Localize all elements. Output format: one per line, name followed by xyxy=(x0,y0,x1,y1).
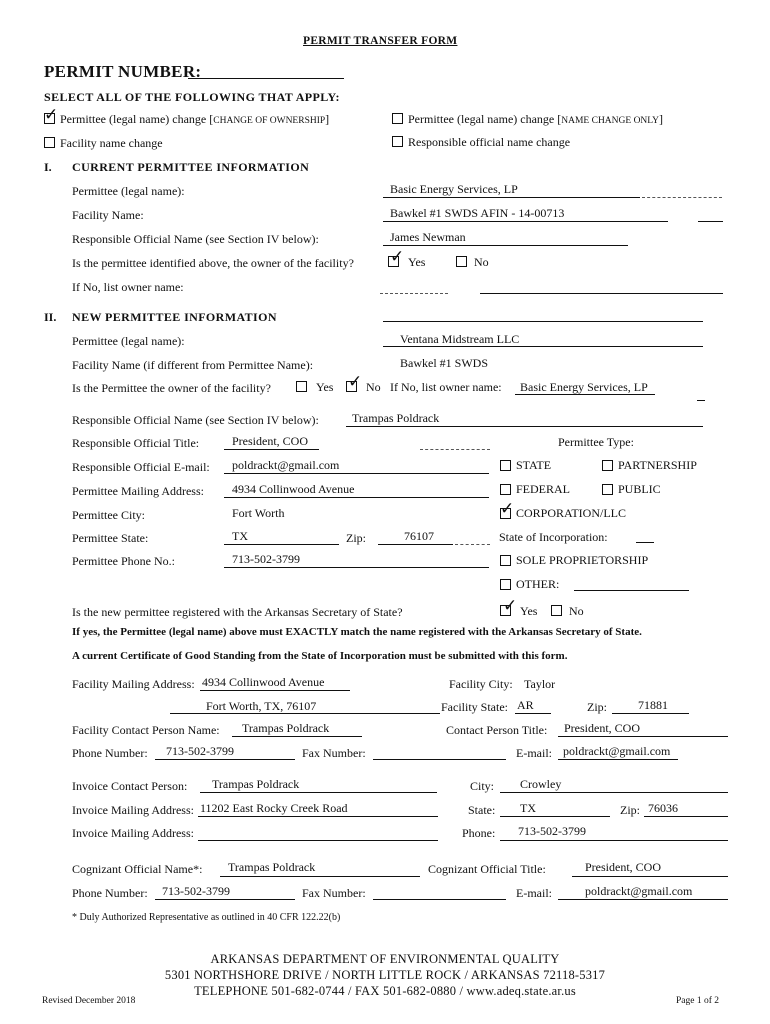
facility-email-line xyxy=(558,759,678,760)
new-facility-value[interactable]: Bawkel #1 SWDS xyxy=(400,356,488,370)
facility-zip-label: Zip: xyxy=(587,700,607,714)
new-owner-name-line-tail xyxy=(697,400,705,401)
cognizant-name-value[interactable]: Trampas Poldrack xyxy=(228,860,316,874)
checkmark-icon: ✓ xyxy=(390,247,405,267)
permittee-city-value[interactable]: Fort Worth xyxy=(232,506,285,520)
facility-fax-label: Fax Number: xyxy=(302,746,366,760)
cognizant-footnote: * Duly Authorized Representative as outlined in 40 CFR 122.22(b) xyxy=(72,912,341,923)
type-sole-label: SOLE PROPRIETORSHIP xyxy=(516,553,649,567)
type-public-checkbox[interactable] xyxy=(602,484,613,495)
official-name-change-checkbox[interactable] xyxy=(392,136,403,147)
current-official-line xyxy=(383,245,628,246)
contact-name-label: Facility Contact Person Name: xyxy=(72,723,220,737)
facility-mailing-line xyxy=(200,690,350,691)
current-owner-yes-label: Yes xyxy=(408,255,426,269)
cognizant-email-value[interactable]: poldrackt@gmail.com xyxy=(585,884,693,898)
type-corporation-label: CORPORATION/LLC xyxy=(516,506,627,520)
agency-address: 5301 NORTHSHORE DRIVE / NORTH LITTLE ROCK / ARKANSAS 72118-5317 xyxy=(164,968,606,982)
sos-no-label: No xyxy=(569,604,584,618)
official-title-line xyxy=(224,449,319,450)
current-permittee-label: Permittee (legal name): xyxy=(72,184,185,198)
cognizant-name-line xyxy=(220,876,420,877)
checkmark-icon: ✓ xyxy=(348,372,363,392)
official-email-line xyxy=(224,473,489,474)
new-owner-no-label: No xyxy=(366,380,381,394)
invoice-mailing-2-label: Invoice Mailing Address: xyxy=(72,826,194,840)
ownership-change-label: Permittee (legal name) change [CHANGE OF OWNERSHIP] xyxy=(60,112,330,126)
invoice-state-line xyxy=(500,816,610,817)
facility-email-value[interactable]: poldrackt@gmail.com xyxy=(563,744,671,758)
section-2-heading: NEW PERMITTEE INFORMATION xyxy=(72,310,277,324)
official-name-change-label: Responsible official name change xyxy=(408,135,571,149)
permittee-zip-label: Zip: xyxy=(346,531,366,545)
permittee-phone-line xyxy=(224,567,489,568)
form-title: PERMIT TRANSFER FORM xyxy=(303,35,458,47)
permit-number-field[interactable] xyxy=(188,78,344,79)
permittee-state-line xyxy=(224,544,339,545)
current-permittee-line xyxy=(383,197,640,198)
new-owner-name-value[interactable]: Basic Energy Services, LP xyxy=(520,380,648,394)
invoice-city-value[interactable]: Crowley xyxy=(520,777,562,791)
facility-zip-line xyxy=(612,713,689,714)
checkmark-icon: ✓ xyxy=(44,105,59,125)
cognizant-name-label: Cognizant Official Name*: xyxy=(72,862,203,876)
invoice-mailing-value[interactable]: 11202 East Rocky Creek Road xyxy=(200,801,348,815)
type-sole-checkbox[interactable] xyxy=(500,555,511,566)
permittee-zip-value[interactable]: 76107 xyxy=(404,529,434,543)
cognizant-phone-label: Phone Number: xyxy=(72,886,148,900)
facility-city-label: Facility City: xyxy=(449,677,513,691)
permittee-zip-line xyxy=(378,544,453,545)
agency-name: ARKANSAS DEPARTMENT OF ENVIRONMENTAL QUALITY xyxy=(210,952,560,966)
new-owner-name-label: If No, list owner name: xyxy=(390,380,502,394)
facility-phone-value[interactable]: 713-502-3799 xyxy=(166,744,234,758)
new-official-line xyxy=(346,426,703,427)
contact-title-label: Contact Person Title: xyxy=(446,723,548,737)
facility-name-change-checkbox[interactable] xyxy=(44,137,55,148)
type-other-checkbox[interactable] xyxy=(500,579,511,590)
sos-question: Is the new permittee registered with the Arkansas Secretary of State? xyxy=(72,605,403,619)
cognizant-email-line xyxy=(558,899,728,900)
name-only-change-label: Permittee (legal name) change [NAME CHANGE ONLY] xyxy=(408,112,664,126)
mailing-address-line xyxy=(224,497,489,498)
cognizant-title-line xyxy=(572,876,728,877)
permittee-state-label: Permittee State: xyxy=(72,531,149,545)
permittee-phone-value[interactable]: 713-502-3799 xyxy=(232,552,300,566)
current-owner-name-label: If No, list owner name: xyxy=(72,280,184,294)
new-owner-yes-checkbox[interactable] xyxy=(296,381,307,392)
mailing-address-label: Permittee Mailing Address: xyxy=(72,484,204,498)
facility-name-change-label: Facility name change xyxy=(60,136,163,150)
contact-title-line xyxy=(558,736,728,737)
cognizant-fax-label: Fax Number: xyxy=(302,886,366,900)
invoice-contact-value[interactable]: Trampas Poldrack xyxy=(212,777,300,791)
new-owner-name-line xyxy=(515,394,655,395)
new-owner-yes-label: Yes xyxy=(316,380,334,394)
new-owner-question: Is the Permittee the owner of the facility? xyxy=(72,381,271,395)
contact-name-value[interactable]: Trampas Poldrack xyxy=(242,721,330,735)
current-owner-name-line-a xyxy=(380,293,448,294)
incorporation-line[interactable] xyxy=(636,542,654,543)
current-official-value[interactable]: James Newman xyxy=(390,230,466,244)
new-permittee-label: Permittee (legal name): xyxy=(72,334,185,348)
agency-contact: TELEPHONE 501-682-0744 / FAX 501-682-0880 / www.adeq.state.ar.us xyxy=(194,984,576,998)
facility-mailing-label: Facility Mailing Address: xyxy=(72,677,195,691)
current-facility-label: Facility Name: xyxy=(72,208,144,222)
type-partnership-checkbox[interactable] xyxy=(602,460,613,471)
type-public-label: PUBLIC xyxy=(618,482,661,496)
current-facility-line xyxy=(383,221,668,222)
facility-fax-line[interactable] xyxy=(373,759,506,760)
current-facility-value[interactable]: Bawkel #1 SWDS AFIN - 14-00713 xyxy=(390,206,565,220)
facility-phone-label: Phone Number: xyxy=(72,746,148,760)
permittee-zip-line-tail xyxy=(455,544,490,545)
good-standing-notice: A current Certificate of Good Standing from the State of Incorporation must be submitted with this form. xyxy=(72,650,568,662)
sos-notice: If yes, the Permittee (legal name) above must EXACTLY match the name registered with the Arkansas Secretary of State. xyxy=(72,626,642,638)
cognizant-title-value[interactable]: President, COO xyxy=(585,860,661,874)
type-state-label: STATE xyxy=(516,458,552,472)
new-permittee-line xyxy=(383,346,703,347)
current-owner-question: Is the permittee identified above, the owner of the facility? xyxy=(72,256,354,270)
type-partnership-label: PARTNERSHIP xyxy=(618,458,697,472)
invoice-city-line xyxy=(500,792,728,793)
select-instructions: SELECT ALL OF THE FOLLOWING THAT APPLY: xyxy=(44,90,340,104)
type-federal-checkbox[interactable] xyxy=(500,484,511,495)
current-permittee-value[interactable]: Basic Energy Services, LP xyxy=(390,182,518,196)
cognizant-fax-line[interactable] xyxy=(373,899,506,900)
revision-date: Revised December 2018 xyxy=(42,996,136,1006)
section-1-heading: CURRENT PERMITTEE INFORMATION xyxy=(72,160,310,174)
official-title-value[interactable]: President, COO xyxy=(232,434,308,448)
official-email-label: Responsible Official E-mail: xyxy=(72,460,210,474)
facility-city-value[interactable]: Taylor xyxy=(524,677,556,691)
invoice-mailing-2-line[interactable] xyxy=(198,840,438,841)
invoice-zip-value[interactable]: 76036 xyxy=(648,801,678,815)
official-title-line-tail xyxy=(420,449,490,450)
invoice-state-label: State: xyxy=(468,803,496,817)
type-federal-label: FEDERAL xyxy=(516,482,570,496)
invoice-phone-value[interactable]: 713-502-3799 xyxy=(518,824,586,838)
mailing-address-value[interactable]: 4934 Collinwood Avenue xyxy=(232,482,355,496)
sos-yes-label: Yes xyxy=(520,604,538,618)
current-owner-no-checkbox[interactable] xyxy=(456,256,467,267)
new-official-value[interactable]: Trampas Poldrack xyxy=(352,411,440,425)
invoice-contact-line xyxy=(200,792,437,793)
cognizant-phone-line xyxy=(155,899,295,900)
invoice-zip-label: Zip: xyxy=(620,803,640,817)
current-owner-no-label: No xyxy=(474,255,489,269)
section-2-top-line xyxy=(383,321,703,322)
cognizant-phone-value[interactable]: 713-502-3799 xyxy=(162,884,230,898)
current-facility-line-tail xyxy=(698,221,723,222)
official-title-label: Responsible Official Title: xyxy=(72,436,200,450)
checkmark-icon: ✓ xyxy=(500,499,515,519)
contact-name-line xyxy=(232,736,362,737)
permittee-type-label: Permittee Type: xyxy=(558,435,634,449)
section-2-numeral: II. xyxy=(44,310,57,324)
cognizant-title-label: Cognizant Official Title: xyxy=(428,862,546,876)
facility-state-value[interactable]: AR xyxy=(517,698,534,712)
incorporation-label: State of Incorporation: xyxy=(499,530,608,544)
facility-state-line xyxy=(515,713,551,714)
page-number: Page 1 of 2 xyxy=(676,996,720,1006)
current-owner-name-line[interactable] xyxy=(480,293,723,294)
invoice-mailing-line xyxy=(198,816,438,817)
current-permittee-line-tail xyxy=(642,197,722,198)
invoice-contact-label: Invoice Contact Person: xyxy=(72,779,188,793)
contact-title-value[interactable]: President, COO xyxy=(564,721,640,735)
invoice-mailing-label: Invoice Mailing Address: xyxy=(72,803,194,817)
facility-phone-line xyxy=(155,759,295,760)
type-state-checkbox[interactable] xyxy=(500,460,511,471)
invoice-city-label: City: xyxy=(470,779,495,793)
facility-state-label: Facility State: xyxy=(441,700,508,714)
facility-mailing-line-2 xyxy=(170,713,440,714)
facility-mailing-value-2[interactable]: Fort Worth, TX, 76107 xyxy=(206,699,317,713)
permittee-phone-label: Permittee Phone No.: xyxy=(72,554,175,568)
permit-number-label: PERMIT NUMBER: xyxy=(44,62,202,81)
sos-no-checkbox[interactable] xyxy=(551,605,562,616)
facility-zip-value[interactable]: 71881 xyxy=(638,698,668,712)
new-permittee-value[interactable]: Ventana Midstream LLC xyxy=(400,332,520,346)
invoice-state-value[interactable]: TX xyxy=(520,801,536,815)
checkmark-icon: ✓ xyxy=(503,596,518,616)
facility-mailing-value[interactable]: 4934 Collinwood Avenue xyxy=(202,675,325,689)
facility-email-label: E-mail: xyxy=(516,746,552,760)
type-other-line[interactable] xyxy=(574,590,689,591)
new-official-label: Responsible Official Name (see Section IV below): xyxy=(72,413,319,427)
current-official-label: Responsible Official Name (see Section IV below): xyxy=(72,232,319,246)
new-facility-label: Facility Name (if different from Permittee Name): xyxy=(72,358,314,372)
name-only-change-checkbox[interactable] xyxy=(392,113,403,124)
invoice-phone-line xyxy=(500,840,728,841)
invoice-zip-line xyxy=(644,816,728,817)
official-email-value[interactable]: poldrackt@gmail.com xyxy=(232,458,340,472)
invoice-phone-label: Phone: xyxy=(462,826,496,840)
section-1-numeral: I. xyxy=(44,160,52,174)
permittee-city-label: Permittee City: xyxy=(72,508,145,522)
cognizant-email-label: E-mail: xyxy=(516,886,552,900)
type-other-label: OTHER: xyxy=(516,577,560,591)
permittee-state-value[interactable]: TX xyxy=(232,529,248,543)
